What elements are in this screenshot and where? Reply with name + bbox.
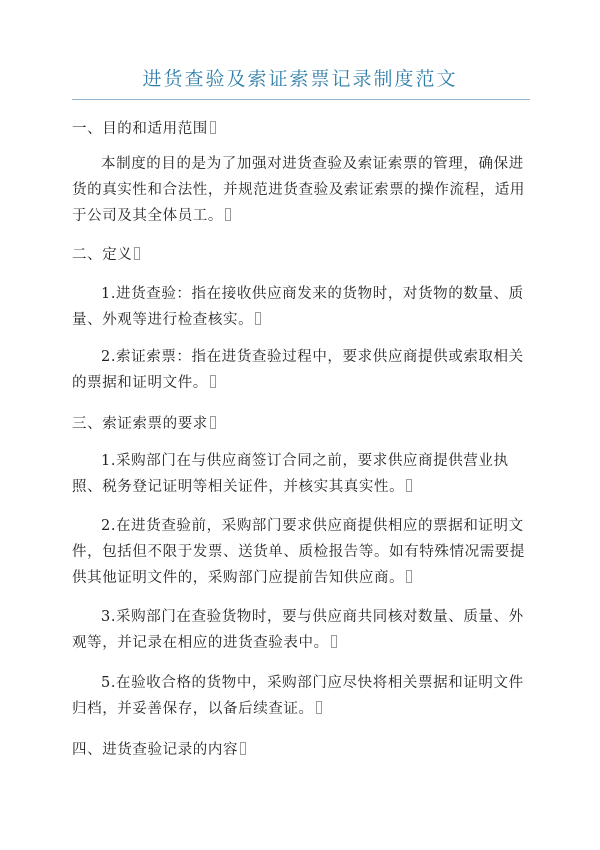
paragraph-requirement-1: 1.采购部门在与供应商签订合同之前，要求供应商提供营业执照、税务登记证明等相关证件，并核实其真实性。 [72,453,509,495]
paragraph-requirement-5: 5.在验收合格的货物中，采购部门应尽快将相关票据和证明文件归档，并妥善保存，以备后续查证。 [72,675,524,717]
paragraph-mark-icon [406,570,412,583]
paragraph-mark-icon [210,416,216,429]
title-divider [72,99,530,100]
paragraph-mark-icon [406,479,412,492]
paragraph-mark-icon [316,701,322,714]
paragraph-definition-2: 2.索证索票：指在进货查验过程中，要求供应商提供或索取相关的票据和证明文件。 [72,349,524,391]
paragraph-mark-icon [210,121,216,134]
section-heading-requirements: 三、索证索票的要求 [72,411,532,437]
paragraph-mark-icon [225,208,231,221]
section-heading-definition: 二、定义 [72,242,532,268]
paragraph-mark-icon [240,742,246,755]
paragraph-requirement-3: 3.采购部门在查验货物时，要与供应商共同核对数量、质量、外观等，并记录在相应的进货查验表中。 [72,609,524,651]
document-title: 进货查验及索证索票记录制度范文 [142,68,458,90]
paragraph-purpose: 本制度的目的是为了加强对进货查验及索证索票的管理，确保进货的真实性和合法性，并规范进货查验及索证索票的操作流程，适用于公司及其全体员工。 [72,156,525,224]
paragraph-requirement-2: 2.在进货查验前，采购部门要求供应商提供相应的票据和证明文件，包括但不限于发票、送货单、质检报告等。如有特殊情况需要提供其他证明文件的，采购部门应提前告知供应商。 [72,518,525,586]
paragraph-mark-icon [255,312,261,325]
paragraph-mark-icon [210,375,216,388]
section-heading-purpose: 一、目的和适用范围 [72,116,532,142]
paragraph-definition-1: 1.进货查验：指在接收供应商发来的货物时，对货物的数量、质量、外观等进行检查核实。 [72,286,524,328]
paragraph-mark-icon [331,635,337,648]
paragraph-mark-icon [134,247,140,260]
section-heading-record-content: 四、进货查验记录的内容 [72,737,532,763]
